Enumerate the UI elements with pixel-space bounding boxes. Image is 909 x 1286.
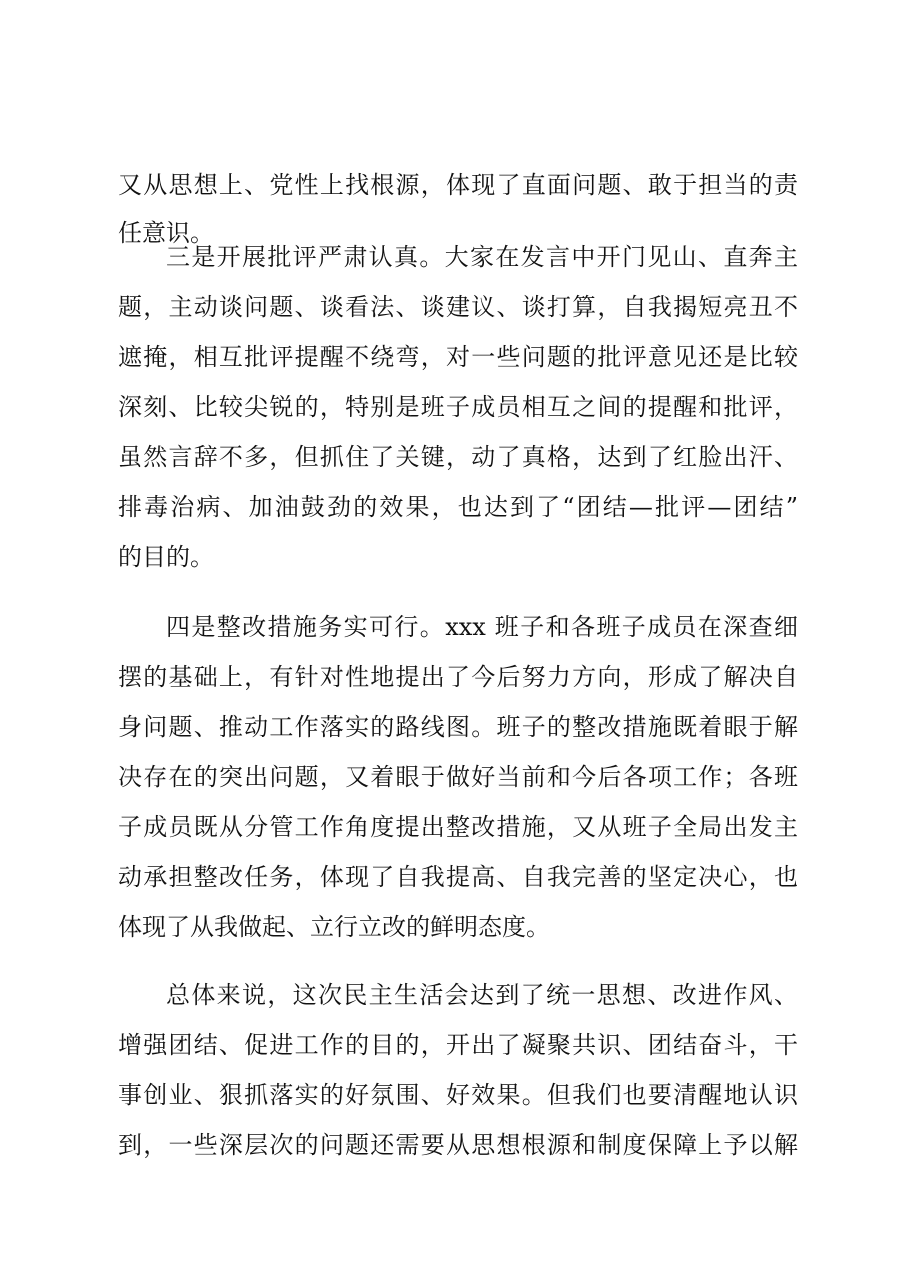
text-line: 遮掩，相互批评提醒不绕弯，对一些问题的批评意见还是比较 [118,343,798,371]
paragraph-first-line: 四是整改措施务实可行。xxx 班子和各班子成员在深查细 [166,613,798,641]
text-line: 到，一些深层次的问题还需要从思想根源和制度保障上予以解 [118,1131,798,1159]
text-line: 题，主动谈问题、谈看法、谈建议、谈打算，自我揭短亮丑不 [118,293,798,321]
text-line: 虽然言辞不多，但抓住了关键，动了真格，达到了红脸出汗、 [118,443,798,471]
paragraph-first-line: 三是开展批评严肃认真。大家在发言中开门见山、直奔主 [166,243,798,271]
text-line: 身问题、推动工作落实的路线图。班子的整改措施既着眼于解 [118,713,798,741]
text-line: 事创业、狠抓落实的好氛围、好效果。但我们也要清醒地认识 [118,1081,798,1109]
text-line: 体现了从我做起、立行立改的鲜明态度。 [118,913,550,941]
text-line: 摆的基础上，有针对性地提出了今后努力方向，形成了解决自 [118,663,798,691]
text-line: 又从思想上、党性上找根源，体现了直面问题、敢于担当的责 [118,171,798,199]
text-line: 任意识。 [118,219,214,247]
paragraph-first-line: 总体来说，这次民主生活会达到了统一思想、改进作风、 [166,981,798,1009]
text-line: 排毒治病、加油鼓劲的效果，也达到了“团结—批评—团结” [118,493,798,521]
text-line: 动承担整改任务，体现了自我提高、自我完善的坚定决心，也 [118,863,798,891]
text-line: 决存在的突出问题，又着眼于做好当前和今后各项工作；各班 [118,763,798,791]
text-line: 深刻、比较尖锐的，特别是班子成员相互之间的提醒和批评， [118,393,798,421]
text-line: 增强团结、促进工作的目的，开出了凝聚共识、团结奋斗，干 [118,1031,798,1059]
text-line: 的目的。 [118,543,214,571]
text-line: 子成员既从分管工作角度提出整改措施，又从班子全局出发主 [118,813,798,841]
